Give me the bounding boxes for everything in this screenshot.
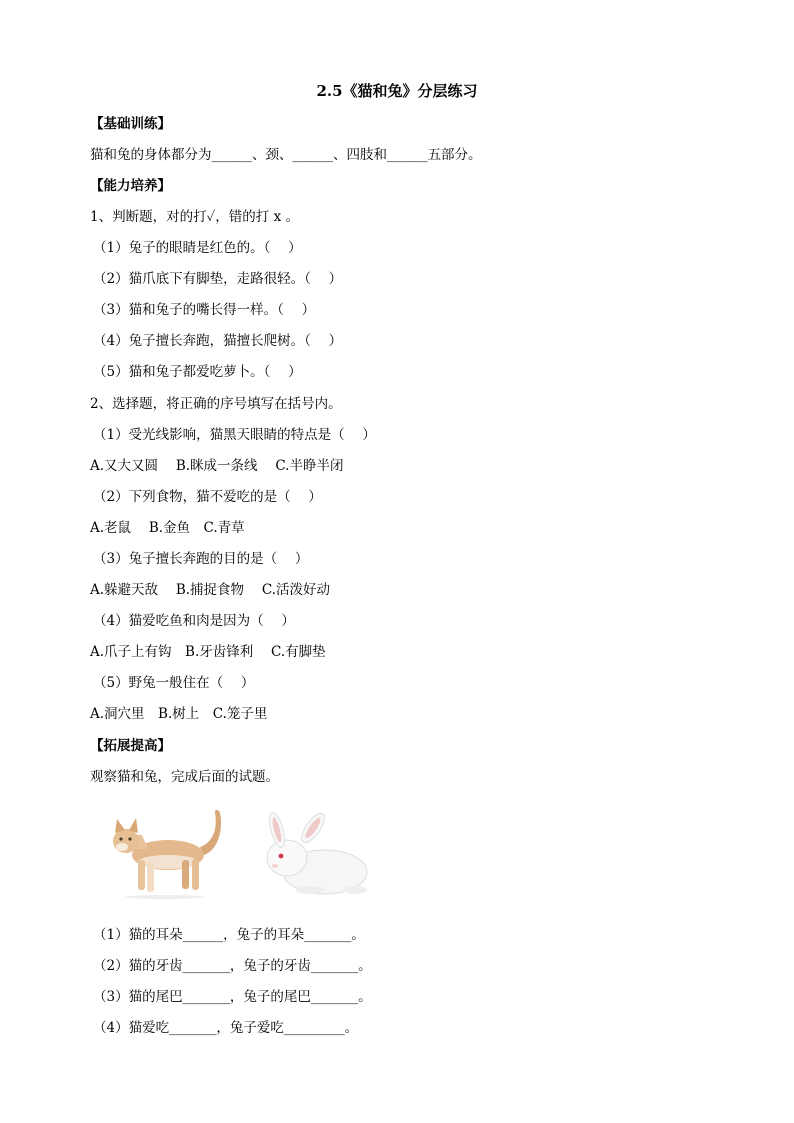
animal-pictures — [100, 805, 390, 900]
extend-intro: 观察猫和兔，完成后面的试题。 — [90, 769, 279, 785]
choice-options: A.洞穴里 B.树上 C.笼子里 — [90, 706, 268, 722]
extend-item: （2）猫的牙齿_______，兔子的牙齿_______。 — [93, 958, 372, 974]
extend-item: （4）猫爱吃_______，兔子爱吃_________。 — [93, 1020, 359, 1036]
judge-item: （3）猫和兔子的嘴长得一样。（ ） — [93, 302, 316, 318]
choice-question: （5）野兔一般住在（ ） — [93, 675, 255, 691]
judge-item: （1）兔子的眼睛是红色的。（ ） — [93, 240, 302, 256]
judge-item: （5）猫和兔子都爱吃萝卜。（ ） — [93, 364, 302, 380]
choice-question: （4）猫爱吃鱼和肉是因为（ ） — [93, 613, 295, 629]
page-title: 2.5《猫和兔》分层练习 — [316, 82, 478, 100]
choice-question: （3）兔子擅长奔跑的目的是（ ） — [93, 551, 309, 567]
judge-question-prompt: 1、判断题，对的打✓，错的打 x 。 — [90, 209, 299, 225]
section-ability-heading: 【能力培养】 — [90, 178, 171, 194]
choice-options: A.躲避天敌 B.捕捉食物 C.活泼好动 — [90, 582, 330, 598]
choice-question: （1）受光线影响，猫黑天眼睛的特点是（ ） — [93, 427, 376, 443]
choice-options: A.又大又圆 B.眯成一条线 C.半睁半闭 — [90, 458, 344, 474]
basic-question: 猫和兔的身体都分为______、颈、______、四肢和______五部分。 — [90, 147, 482, 163]
rabbit-image — [255, 810, 375, 900]
judge-item: （4）兔子擅长奔跑，猫擅长爬树。（ ） — [93, 333, 343, 349]
section-basic-heading: 【基础训练】 — [90, 116, 171, 132]
choice-question-prompt: 2、选择题，将正确的序号填写在括号内。 — [90, 396, 342, 412]
extend-item: （1）猫的耳朵______，兔子的耳朵_______。 — [93, 927, 365, 943]
choice-question: （2）下列食物，猫不爱吃的是（ ） — [93, 489, 322, 505]
extend-item: （3）猫的尾巴_______，兔子的尾巴_______。 — [93, 989, 372, 1005]
judge-item: （2）猫爪底下有脚垫，走路很轻。（ ） — [93, 271, 343, 287]
cat-image — [100, 805, 230, 900]
choice-options: A.爪子上有钩 B.牙齿锋利 C.有脚垫 — [90, 644, 326, 660]
section-extend-heading: 【拓展提高】 — [90, 738, 171, 754]
choice-options: A.老鼠 B.金鱼 C.青草 — [90, 520, 245, 536]
